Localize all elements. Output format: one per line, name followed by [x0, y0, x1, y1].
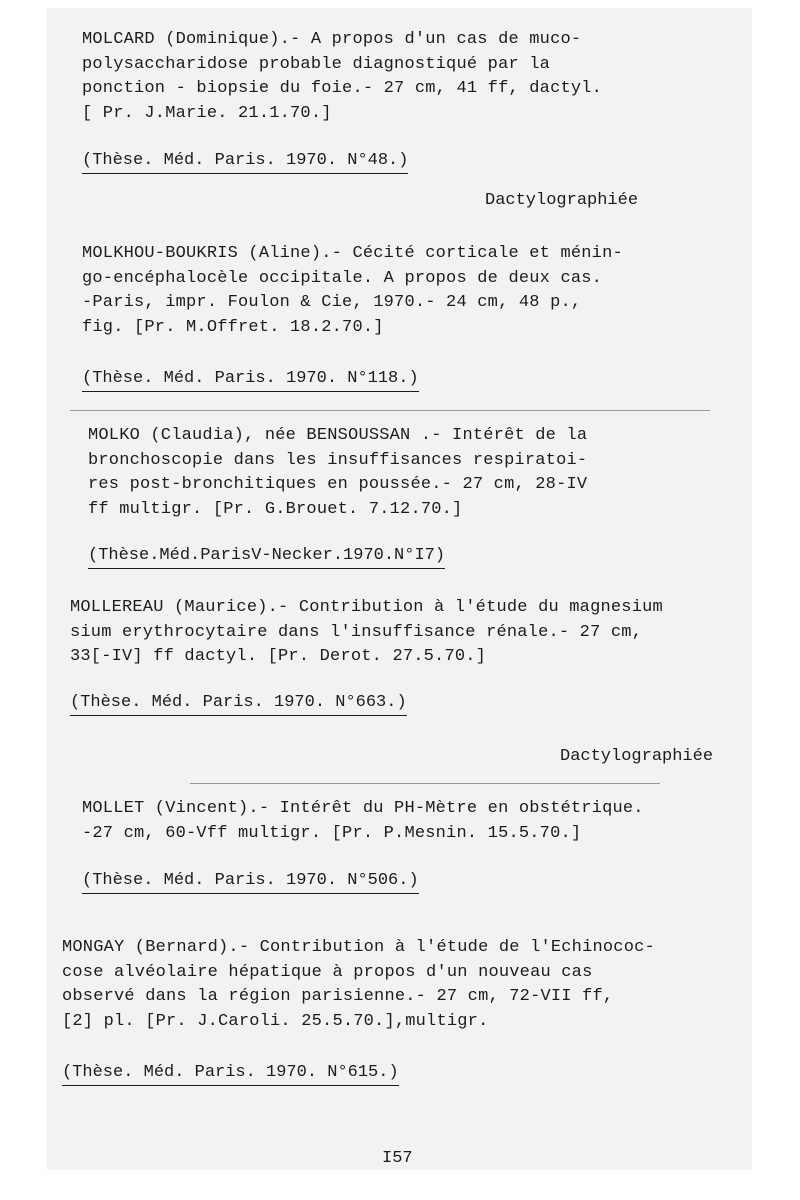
typescript-note: Dactylographiée: [485, 191, 639, 210]
bibliography-entry: [88, 424, 587, 522]
entry-line: MOLKO (Claudia), née BENSOUSSAN .- Intérêt de la: [88, 426, 588, 445]
entry-line: cose alvéolaire hépatique à propos d'un nouveau cas: [62, 962, 593, 982]
thesis-reference: (Thèse. Méd. Paris. 1970. N°118.): [82, 368, 419, 392]
entry-line: 33[-IV] ff dactyl. [Pr. Derot. 27.5.70.]: [70, 647, 487, 666]
bibliography-entry: [70, 596, 663, 670]
entry-line: MOLLET (Vincent).- Intérêt du PH-Mètre en obstétrique.: [82, 799, 644, 818]
entry-line: ponction - biopsie du foie.- 27 cm, 41 ff, dactyl.: [82, 79, 603, 98]
entry-line: [ Pr. J.Marie. 21.1.70.]: [82, 103, 332, 123]
bibliography-entry: [82, 242, 623, 340]
thesis-reference: (Thèse. Méd. Paris. 1970. N°663.): [70, 692, 407, 716]
bibliography-entry: [82, 797, 644, 846]
entry-line: MOLLEREAU (Maurice).- Contribution à l'étude du magnesium: [70, 598, 663, 617]
entry-line: bronchoscopie dans les insuffisances respiratoi-: [88, 450, 588, 470]
typescript-note: Dactylographiée: [560, 747, 714, 766]
entry-line: polysaccharidose probable diagnostiqué par la: [82, 54, 551, 74]
entry-line: MOLKHOU-BOUKRIS (Aline).- Cécité corticale et ménin-: [82, 244, 623, 263]
separator-rule: [70, 410, 710, 411]
entry-line: [2] pl. [Pr. J.Caroli. 25.5.70.],multigr.: [62, 1011, 489, 1031]
entry-line: MONGAY (Bernard).- Contribution à l'étude de l'Echinococ-: [62, 938, 655, 957]
entry-line: res post-bronchitiques en poussée.- 27 cm, 28-IV: [88, 475, 588, 494]
bibliography-entry: [82, 28, 602, 126]
separator-rule: [190, 783, 660, 784]
entry-line: MOLCARD (Dominique).- A propos d'un cas de muco-: [82, 30, 582, 49]
entry-line: fig. [Pr. M.Offret. 18.2.70.]: [82, 317, 384, 337]
bibliography-entry: [62, 936, 655, 1034]
entry-line: -27 cm, 60-Vff multigr. [Pr. P.Mesnin. 15.5.70.]: [82, 823, 582, 843]
entry-line: -Paris, impr. Foulon & Cie, 1970.- 24 cm, 48 p.,: [82, 293, 582, 312]
thesis-reference: (Thèse. Méd. Paris. 1970. N°48.): [82, 150, 408, 174]
entry-line: sium erythrocytaire dans l'insuffisance rénale.- 27 cm,: [70, 622, 643, 642]
entry-line: go-encéphalocèle occipitale. A propos de deux cas.: [82, 268, 603, 288]
thesis-reference: (Thèse. Méd. Paris. 1970. N°615.): [62, 1062, 399, 1086]
entry-line: observé dans la région parisienne.- 27 cm, 72-VII ff,: [62, 987, 614, 1006]
thesis-reference: (Thèse.Méd.ParisV-Necker.1970.N°I7): [88, 545, 445, 569]
thesis-reference: (Thèse. Méd. Paris. 1970. N°506.): [82, 870, 419, 894]
page-number: I57: [382, 1149, 413, 1168]
entry-line: ff multigr. [Pr. G.Brouet. 7.12.70.]: [88, 499, 463, 519]
